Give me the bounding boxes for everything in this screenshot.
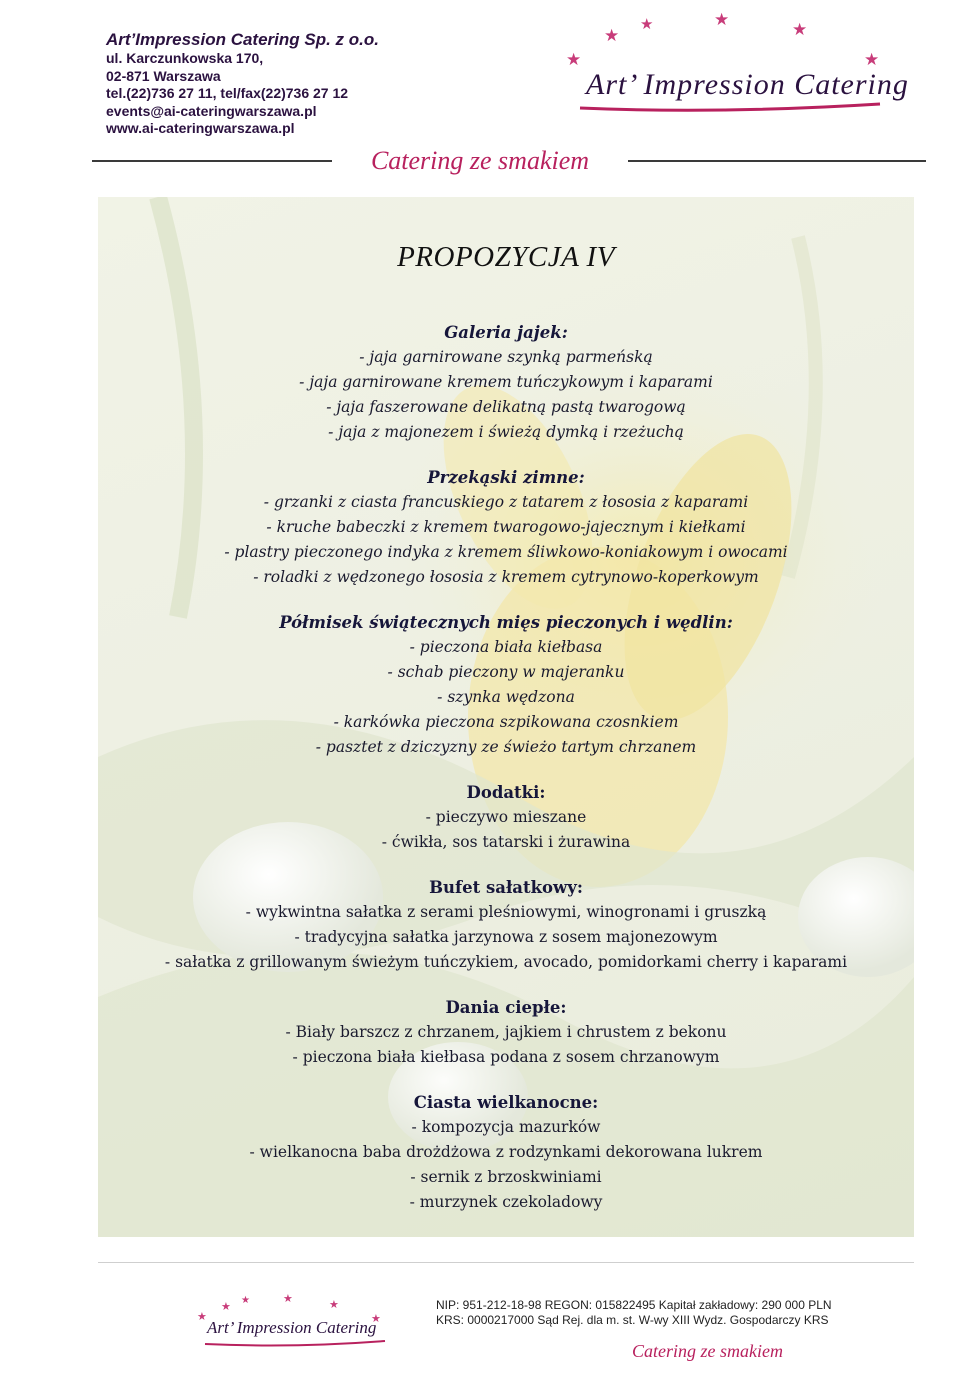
company-contact-block bbox=[106, 30, 379, 138]
menu-item: - schab pieczony w majeranku bbox=[387, 663, 625, 681]
section-heading: Galeria jajek: bbox=[444, 323, 568, 342]
section-heading: Bufet sałatkowy: bbox=[429, 878, 583, 897]
star-icon: ★ bbox=[329, 1298, 339, 1311]
menu-item: - tradycyjna sałatka jarzynowa z sosem majonezowym bbox=[294, 928, 718, 946]
menu-section-egg-gallery bbox=[98, 320, 914, 445]
menu-item: - plastry pieczonego indyka z kremem śliwkowo-koniakowym i owocami bbox=[224, 543, 788, 561]
menu-item: - pasztet z dziczyzny ze świeżo tartym chrzanem bbox=[315, 738, 697, 756]
logo-swoosh bbox=[560, 102, 890, 114]
company-registry-info bbox=[436, 1298, 832, 1328]
footer-tagline: Catering ze smakiem bbox=[632, 1341, 783, 1361]
registry-line: KRS: 0000217000 Sąd Rej. dla m. st. W-wy XIII Wydz. Gospodarczy KRS bbox=[436, 1313, 829, 1327]
star-icon: ★ bbox=[371, 1312, 381, 1325]
menu-item: - wykwintna sałatka z serami pleśniowymi, winogronami i gruszką bbox=[245, 903, 767, 921]
footer-logo bbox=[195, 1290, 395, 1370]
proposal-title: PROPOZYCJA IV bbox=[397, 241, 615, 273]
menu-item: - kruche babeczki z kremem twarogowo-jajecznym i kiełkami bbox=[266, 518, 746, 536]
company-name: Art’Impression Catering Sp. z o.o. bbox=[106, 30, 379, 49]
menu-item: - pieczona biała kiełbasa podana z sosem chrzanowym bbox=[292, 1048, 720, 1066]
email-address: events@ai-cateringwarszawa.pl bbox=[106, 102, 317, 119]
phone-numbers: tel.(22)736 27 11, tel/fax(22)736 27 12 bbox=[106, 85, 349, 101]
menu-item: - ćwikła, sos tatarski i żurawina bbox=[381, 833, 631, 851]
section-heading: Przekąski zimne: bbox=[427, 468, 585, 487]
star-icon: ★ bbox=[197, 1310, 207, 1323]
menu-section-salad-buffet bbox=[98, 875, 914, 975]
address-street: ul. Karczunkowska 170, bbox=[106, 50, 264, 66]
footer-logo-wordmark: Art’ Impression Catering bbox=[207, 1318, 377, 1337]
menu-item: - sałatka z grillowanym świeżym tuńczykiem, avocado, pomidorkami cherry i kaparami bbox=[164, 953, 848, 971]
section-heading: Półmisek świątecznych mięs pieczonych i wędlin: bbox=[279, 613, 733, 632]
star-icon: ★ bbox=[640, 15, 654, 33]
star-icon: ★ bbox=[604, 26, 620, 46]
menu-item: - kompozycja mazurków bbox=[411, 1118, 601, 1136]
menu-section-meat-platter bbox=[98, 610, 914, 760]
brand-logo bbox=[560, 10, 909, 110]
logo-wordmark: Art’ Impression Catering bbox=[586, 68, 909, 101]
header-rule-right bbox=[628, 160, 926, 162]
star-icon: ★ bbox=[241, 1295, 250, 1306]
star-icon: ★ bbox=[864, 50, 880, 70]
menu-proposal bbox=[98, 240, 914, 1235]
header-tagline: Catering ze smakiem bbox=[370, 146, 590, 175]
star-icon: ★ bbox=[792, 20, 808, 40]
footer-logo-swoosh bbox=[195, 1340, 395, 1348]
menu-item: - pieczona biała kiełbasa bbox=[409, 638, 603, 656]
section-heading: Ciasta wielkanocne: bbox=[413, 1093, 599, 1112]
section-heading: Dodatki: bbox=[466, 783, 546, 802]
menu-item: - jaja garnirowane kremem tuńczykowym i kaparami bbox=[299, 373, 713, 391]
website-address: www.ai-cateringwarszawa.pl bbox=[106, 120, 295, 136]
menu-item: - murzynek czekoladowy bbox=[409, 1193, 603, 1211]
address-city: 02-871 Warszawa bbox=[106, 67, 221, 84]
star-icon: ★ bbox=[221, 1300, 231, 1313]
menu-item: - sernik z brzoskwiniami bbox=[410, 1168, 602, 1186]
menu-item: - karkówka pieczona szpikowana czosnkiem bbox=[333, 713, 679, 731]
menu-item: - szynka wędzona bbox=[437, 688, 575, 706]
menu-section-hot-dishes bbox=[98, 995, 914, 1070]
menu-item: - pieczywo mieszane bbox=[425, 808, 587, 826]
menu-item: - jaja garnirowane szynką parmeńską bbox=[359, 348, 653, 366]
menu-section-sides bbox=[98, 780, 914, 855]
section-heading: Dania ciepłe: bbox=[445, 998, 567, 1017]
footer-rule bbox=[98, 1262, 914, 1263]
menu-item: - Biały barszcz z chrzanem, jajkiem i chrustem z bekonu bbox=[285, 1023, 727, 1041]
menu-item: - jaja faszerowane delikatną pastą twarogową bbox=[326, 398, 686, 416]
menu-section-cold-appetizers bbox=[98, 465, 914, 590]
menu-item: - wielkanocna baba drożdżowa z rodzynkami dekorowana lukrem bbox=[249, 1143, 763, 1161]
registry-line: NIP: 951-212-18-98 REGON: 015822495 Kapitał zakładowy: 290 000 PLN bbox=[436, 1298, 832, 1312]
star-icon: ★ bbox=[566, 50, 582, 70]
menu-item: - grzanki z ciasta francuskiego z tatarem z łososia z kaparami bbox=[263, 493, 749, 511]
menu-item: - jaja z majonezem i świeżą dymką i rzeżuchą bbox=[328, 423, 684, 441]
star-icon: ★ bbox=[283, 1292, 293, 1305]
menu-item: - roladki z wędzonego łososia z kremem cytrynowo-koperkowym bbox=[253, 568, 759, 586]
menu-section-easter-cakes bbox=[98, 1090, 914, 1215]
header-rule-left bbox=[92, 160, 332, 162]
star-icon: ★ bbox=[714, 10, 730, 30]
